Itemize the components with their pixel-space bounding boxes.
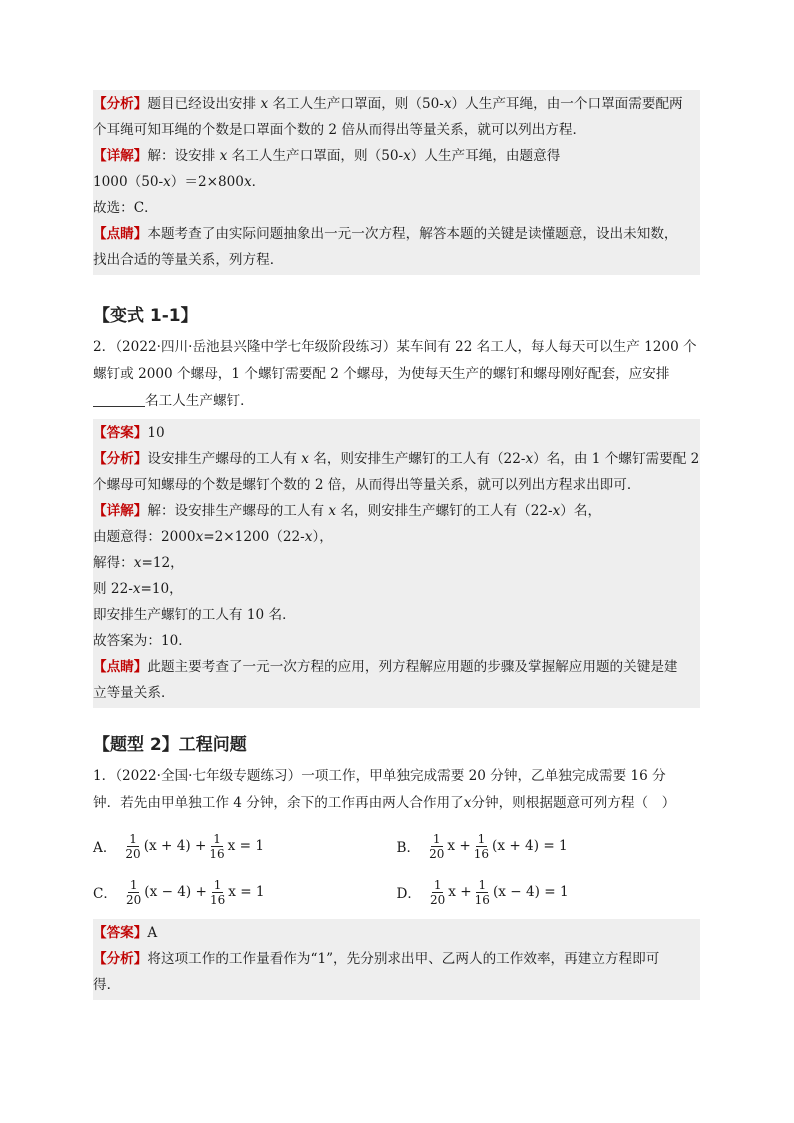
- question-line: 名工人生产螺钉．: [93, 388, 700, 415]
- analysis-line-2: 得．: [93, 977, 121, 993]
- equation-line: 由题意得：2000x=2×1200（22-x），: [93, 529, 333, 545]
- solve-line: 则 22-x=10，: [93, 581, 183, 597]
- fraction: $\frac{1}{16}$: [209, 831, 225, 861]
- page: [93, 90, 700, 1000]
- option-c[interactable]: C． $\frac{1}{20}$ (x − 4) + $\frac{1}{16}$ x = 1: [93, 877, 265, 907]
- fraction: $\frac{1}{16}$: [209, 877, 226, 907]
- answer-line: 【答案】10: [93, 425, 165, 441]
- solution-block-2: [93, 419, 700, 708]
- solve-line: 即安排生产螺钉的工人有 10 名．: [93, 607, 296, 623]
- equation-line: 1000（50-x）＝2×800x．: [93, 174, 266, 190]
- comment-line-2: 立等量关系．: [93, 685, 175, 701]
- question-line: 2．（2022·四川·岳池县兴隆中学七年级阶段练习）某车间有 22 名工人，每人每天可以生产 1200 个: [93, 339, 697, 355]
- option-b[interactable]: B． $\frac{1}{20}$ x + $\frac{1}{16}$ (x + 4) = 1: [396, 831, 568, 861]
- answer-tag: 【答案】: [93, 425, 148, 441]
- answer-blank[interactable]: [93, 392, 145, 407]
- fraction: $\frac{1}{20}$: [126, 877, 142, 907]
- comment-line: 【点睛】此题主要考查了一元一次方程的应用，列方程解应用题的步骤及掌握解应用题的关键是建: [93, 659, 678, 675]
- final-answer-line: 故答案为：10．: [93, 633, 192, 649]
- question-2: [93, 334, 700, 415]
- detail-tag: 【详解】: [93, 503, 148, 519]
- fraction: $\frac{1}{20}$: [430, 877, 446, 907]
- analysis-line-2: 个螺母可知螺母的个数是螺钉个数的 2 倍，从而得出等量关系，就可以列出方程求出即可．: [93, 477, 641, 493]
- solution-block-3: [93, 919, 700, 1000]
- analysis-tag: 【分析】: [93, 951, 148, 967]
- solution-block-1: [93, 90, 700, 275]
- question-line: 螺钉或 2000 个螺母，1 个螺钉需要配 2 个螺母，为使每天生产的螺钉和螺母刚好配套，应安排: [93, 366, 670, 382]
- options: [93, 823, 700, 915]
- analysis-line: 【分析】设安排生产螺母的工人有 x 名，则安排生产螺钉的工人有（22-x）名，由 1 个螺钉需要配 2: [93, 451, 700, 467]
- analysis-tag: 【分析】: [93, 451, 148, 467]
- fraction: $\frac{1}{16}$: [474, 877, 490, 907]
- comment-tag: 【点睛】: [93, 226, 148, 242]
- answer-tag: 【答案】: [93, 925, 148, 941]
- detail-line: 【详解】解：设安排 x 名工人生产口罩面，则（50-x）人生产耳绳，由题意得: [93, 148, 561, 164]
- answer-line: 【答案】A: [93, 925, 158, 941]
- detail-line: 【详解】解：设安排生产螺母的工人有 x 名，则安排生产螺钉的工人有（22-x）名，: [93, 503, 602, 519]
- fraction: $\frac{1}{20}$: [429, 831, 445, 861]
- comment-line-2: 找出合适的等量关系，列方程．: [93, 252, 284, 268]
- question-line: 1．（2022·全国·七年级专题练习）一项工作，甲单独完成需要 20 分钟，乙单独完成需要 16 分: [93, 768, 666, 784]
- fraction: $\frac{1}{16}$: [473, 831, 490, 861]
- analysis-line: 【分析】题目已经设出安排 x 名工人生产口罩面，则（50-x）人生产耳绳，由一个口罩面需要配两: [93, 96, 683, 112]
- variant-heading: 【变式 1-1】: [93, 306, 198, 326]
- option-d[interactable]: D． $\frac{1}{20}$ x + $\frac{1}{16}$ (x − 4) = 1: [396, 877, 569, 907]
- analysis-line: 【分析】将这项工作的工作量看作为“1”，先分别求出甲、乙两人的工作效率，再建立方程即可: [93, 951, 660, 967]
- question-1: [93, 763, 700, 915]
- comment-line: 【点睛】本题考查了由实际问题抽象出一元一次方程，解答本题的关键是读懂题意，设出未知数，: [93, 226, 678, 242]
- analysis-line-2: 个耳绳可知耳绳的个数是口罩面个数的 2 倍从而得出等量关系，就可以列出方程．: [93, 122, 587, 138]
- comment-tag: 【点睛】: [93, 659, 148, 675]
- question-line: 钟．若先由甲单独工作 4 分钟，余下的工作再由两人合作用了x分钟，则根据题意可列方程（ ）: [93, 795, 676, 811]
- fraction: $\frac{1}{20}$: [125, 831, 141, 861]
- choice-line: 故选：C．: [93, 200, 158, 216]
- detail-tag: 【详解】: [93, 148, 148, 164]
- solve-line: 解得：x=12，: [93, 555, 184, 571]
- analysis-tag: 【分析】: [93, 96, 148, 112]
- type-heading: 【题型 2】工程问题: [93, 735, 247, 755]
- option-a[interactable]: A． $\frac{1}{20}$ (x + 4) + $\frac{1}{16}$ x = 1: [93, 831, 265, 861]
